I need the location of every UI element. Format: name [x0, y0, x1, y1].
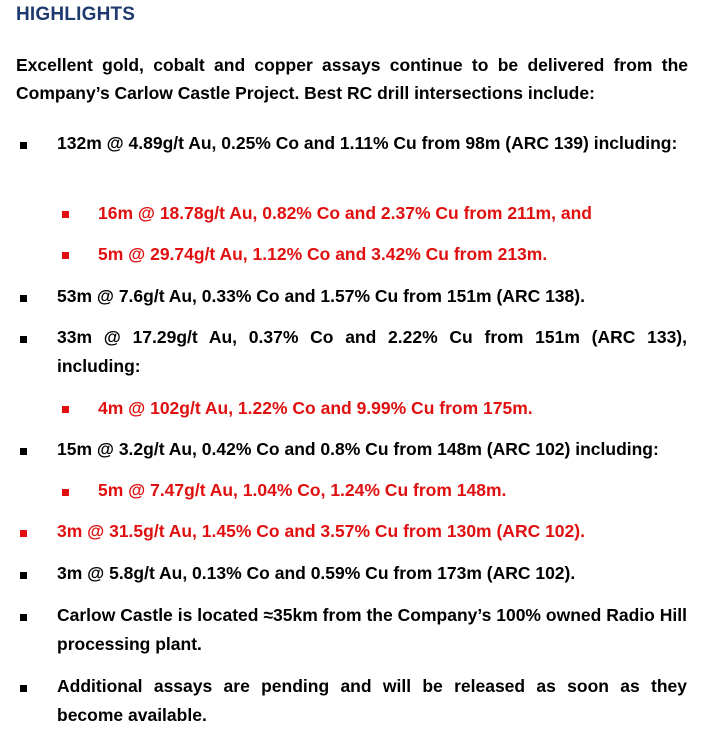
bullet-marker: [62, 211, 69, 218]
bullet-marker: [20, 685, 27, 692]
bullet-marker: [20, 572, 27, 579]
highlight-item: Additional assays are pending and will be released as soon as they become available.: [57, 676, 687, 725]
bullet-marker: [62, 252, 69, 259]
highlight-item: 53m @ 7.6g/t Au, 0.33% Co and 1.57% Cu from 151m (ARC 138).: [57, 286, 585, 306]
highlight-subitem: 5m @ 7.47g/t Au, 1.04% Co, 1.24% Cu from 148m.: [98, 480, 507, 500]
highlight-item: Carlow Castle is located ≈35km from the Company’s 100% owned Radio Hill processing plant.: [57, 605, 687, 654]
bullet-marker: [62, 489, 69, 496]
bullet-marker: [20, 295, 27, 302]
bullet-marker: [20, 336, 27, 343]
bullet-marker: [20, 614, 27, 621]
highlight-item: 3m @ 31.5g/t Au, 1.45% Co and 3.57% Cu from 130m (ARC 102).: [57, 521, 585, 541]
highlight-subitem: 16m @ 18.78g/t Au, 0.82% Co and 2.37% Cu from 211m, and: [98, 203, 592, 223]
highlight-item: 15m @ 3.2g/t Au, 0.42% Co and 0.8% Cu from 148m (ARC 102) including:: [57, 439, 659, 459]
highlight-subitem: 4m @ 102g/t Au, 1.22% Co and 9.99% Cu from 175m.: [98, 398, 533, 418]
bullet-marker: [62, 406, 69, 413]
highlight-item: 33m @ 17.29g/t Au, 0.37% Co and 2.22% Cu from 151m (ARC 133), including:: [57, 327, 687, 376]
bullet-marker: [20, 448, 27, 455]
intro-paragraph: Excellent gold, cobalt and copper assays continue to be delivered from the Company’s Carlow Castle Project. Best RC drill intersections include:: [16, 55, 688, 103]
page-title: HIGHLIGHTS: [16, 4, 136, 25]
bullet-marker: [20, 142, 27, 149]
bullet-marker: [20, 530, 27, 537]
highlight-item: 132m @ 4.89g/t Au, 0.25% Co and 1.11% Cu from 98m (ARC 139) including:: [57, 133, 678, 153]
highlight-subitem: 5m @ 29.74g/t Au, 1.12% Co and 3.42% Cu from 213m.: [98, 244, 548, 264]
highlight-item: 3m @ 5.8g/t Au, 0.13% Co and 0.59% Cu from 173m (ARC 102).: [57, 563, 576, 583]
